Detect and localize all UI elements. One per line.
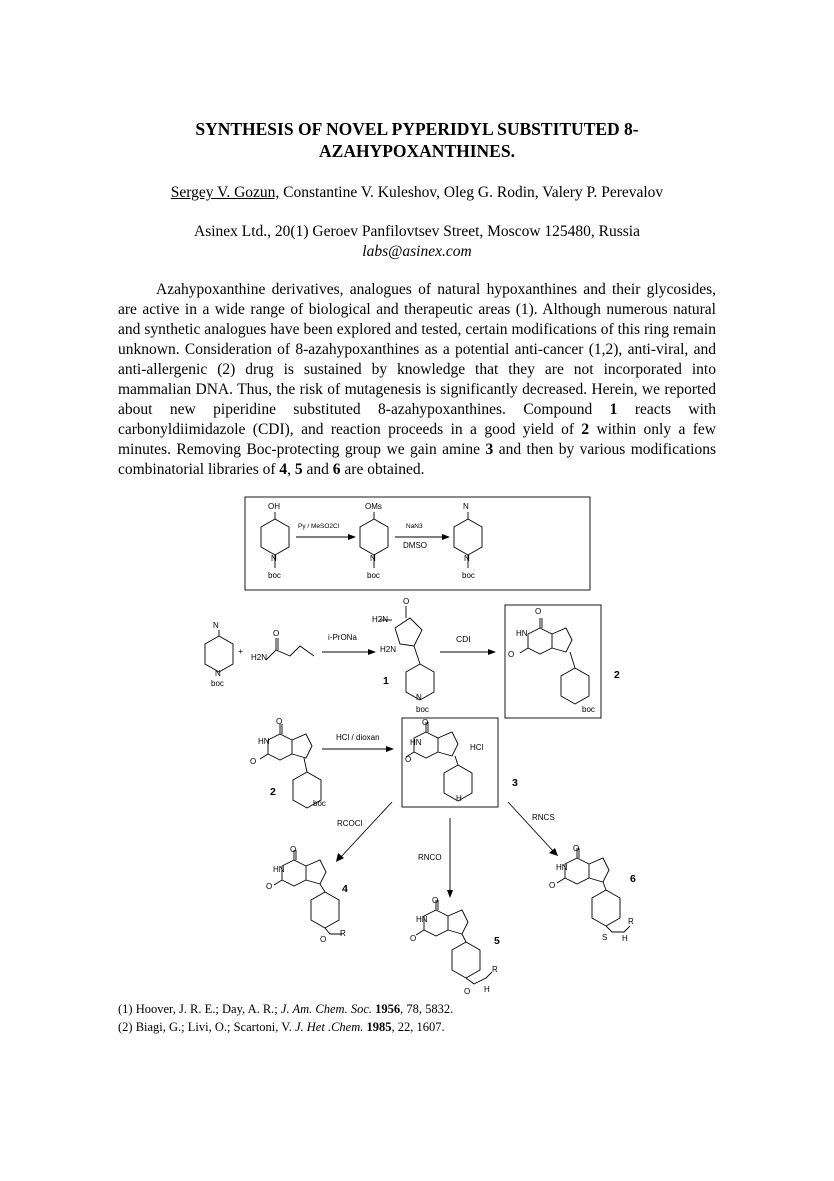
boc-label: boc [367, 571, 380, 580]
compound-6 [549, 844, 634, 943]
o-label: O [422, 718, 429, 727]
o-label: O [273, 629, 280, 638]
boc-label: boc [416, 705, 429, 714]
h-label: H [456, 794, 462, 803]
piperidinyl-mesylate [360, 502, 388, 580]
h2n-label: H2N [372, 615, 389, 624]
title-line-2: AZAHYPOXANTHINES. [319, 141, 515, 161]
azidopiperidine [454, 502, 482, 580]
compound-label-2: 2 [614, 669, 620, 681]
r-label: R [492, 965, 498, 974]
o-label: O [405, 755, 412, 764]
o-label: O [573, 844, 580, 853]
n-label: N [370, 554, 376, 563]
compound-ref: 4 [279, 461, 288, 478]
reagent-isothiocyanate: RNCS [532, 813, 555, 822]
hn-label: HN [273, 865, 285, 874]
reagent-acyl-chloride: RCOCl [337, 819, 363, 828]
h-label: H [622, 934, 628, 943]
o-label: O [403, 597, 410, 606]
abstract-text: , [287, 461, 295, 478]
plus-sign: + [238, 646, 243, 656]
o-label: O [410, 934, 417, 943]
o-label: O [508, 650, 515, 659]
hn-label: HN [258, 737, 270, 746]
abstract-text: Azahypoxanthine derivatives, analogues of natural hypoxanthines and their glycosides, are active in a wide range of biological and therapeutic areas (1). Although numerous natural and synthetic analogues have been explored and tested, certain modifications of this ring remain unknown. Consideration of 8-azahypoxanthines as a potential anti-cancer (1,2), anti-viral, and anti-allergenic (2) drug is sustained by knowledge that they are not incorporated into mammalian DNA. Thus, the risk of mutagenesis is significantly decreased. Herein, we reported about new piperidine substituted 8-azahypoxanthines. Compound [118, 281, 716, 418]
compound-label-1: 1 [383, 675, 389, 687]
reagent-azide: NaN3 [406, 523, 423, 530]
n-label: N [416, 693, 422, 702]
reference-list [118, 1000, 453, 1036]
r-label: R [340, 929, 346, 938]
boc-label: boc [313, 799, 326, 808]
o-label: O [276, 717, 283, 726]
hn-label: HN [410, 738, 422, 747]
r-label: R [628, 917, 634, 926]
boc-label: boc [462, 571, 475, 580]
h2n-label: H2N [380, 645, 397, 654]
reagent-solvent: DMSO [403, 541, 427, 550]
co-authors: Constantine V. Kuleshov, Oleg G. Rodin, Valery P. Perevalov [279, 184, 664, 201]
hn-label: HN [416, 915, 428, 924]
affiliation-address: Asinex Ltd., 20(1) Geroev Panfilovtsev Street, Moscow 125480, Russia [194, 223, 640, 240]
compound-4 [266, 845, 346, 944]
compound-ref: 6 [332, 461, 341, 478]
o-label: O [549, 881, 556, 890]
piperidinol [261, 502, 289, 580]
reagent-cdi: CDI [456, 634, 471, 644]
cyanoacetamide [251, 629, 314, 662]
reagent-mesylation: Py / MeSO2Cl [298, 523, 340, 530]
compound-2-reactant [250, 717, 326, 808]
n-label: N [464, 554, 470, 563]
compound-1 [372, 597, 434, 714]
reagent-alkoxide: i-PrONa [328, 633, 357, 642]
h2n-label: H2N [251, 653, 268, 662]
compound-label-6: 6 [630, 873, 636, 885]
azidopiperidine-reactant [205, 621, 233, 688]
compound-label-2: 2 [270, 786, 276, 798]
boc-label: boc [582, 705, 595, 714]
compound-label-5: 5 [494, 935, 500, 947]
s-label: S [602, 933, 608, 942]
affiliation-email: labs@asinex.com [362, 243, 472, 260]
o-label: O [464, 987, 471, 996]
n-label: N [271, 554, 277, 563]
compound-label-4: 4 [342, 883, 348, 895]
o-label: O [266, 882, 273, 891]
compound-ref: 1 [609, 401, 618, 418]
hn-label: HN [516, 629, 528, 638]
abstract-text: are obtained. [340, 461, 425, 478]
reagent-deprotection: HCl / dioxan [336, 733, 380, 742]
o-label: O [535, 607, 542, 616]
reference-item: (2) Biagi, G.; Livi, O.; Scartoni, V. J. Het .Chem. 1985, 22, 1607. [118, 1020, 445, 1034]
oms-label: OMs [365, 502, 382, 511]
compound-5 [410, 896, 498, 996]
reference-item: (1) Hoover, J. R. E.; Day, A. R.; J. Am. Chem. Soc. 1956, 78, 5832. [118, 1002, 454, 1016]
n3-label: N [213, 621, 219, 630]
n-label: N [215, 669, 221, 678]
o-label: O [250, 757, 257, 766]
o-label: O [320, 935, 327, 944]
boc-label: boc [268, 571, 281, 580]
abstract-text: and [302, 461, 333, 478]
oh-label: OH [268, 502, 280, 511]
scheme-box-compound-3 [402, 718, 498, 807]
compound-2-boxed [508, 607, 595, 714]
hn-label: HN [556, 863, 568, 872]
n3-label: N [463, 502, 469, 511]
boc-label: boc [211, 679, 224, 688]
h-label: H [484, 985, 490, 994]
reagent-isocyanate: RNCO [418, 853, 442, 862]
scheme-box-compound-2 [505, 605, 601, 718]
abstract-text: reacts with carbonyldiimidazole (CDI), and reaction proceeds in a good yield of [118, 401, 716, 438]
o-label: O [290, 845, 297, 854]
compound-ref: 5 [294, 461, 303, 478]
compound-ref: 3 [485, 441, 494, 458]
presenting-author: Sergey V. Gozun, [170, 184, 280, 201]
hcl-label: HCl [470, 743, 484, 752]
compound-3-boxed [405, 718, 484, 803]
abstract-text: within only a few minutes. Removing Boc-protecting group we gain amine [118, 421, 716, 458]
abstract-text: and then by various modifications combinatorial libraries of [118, 441, 716, 478]
title-line-1: SYNTHESIS OF NOVEL PYPERIDYL SUBSTITUTED 8- [195, 119, 639, 139]
o-label: O [432, 896, 439, 905]
compound-label-3: 3 [512, 777, 518, 789]
compound-ref: 2 [581, 421, 590, 438]
